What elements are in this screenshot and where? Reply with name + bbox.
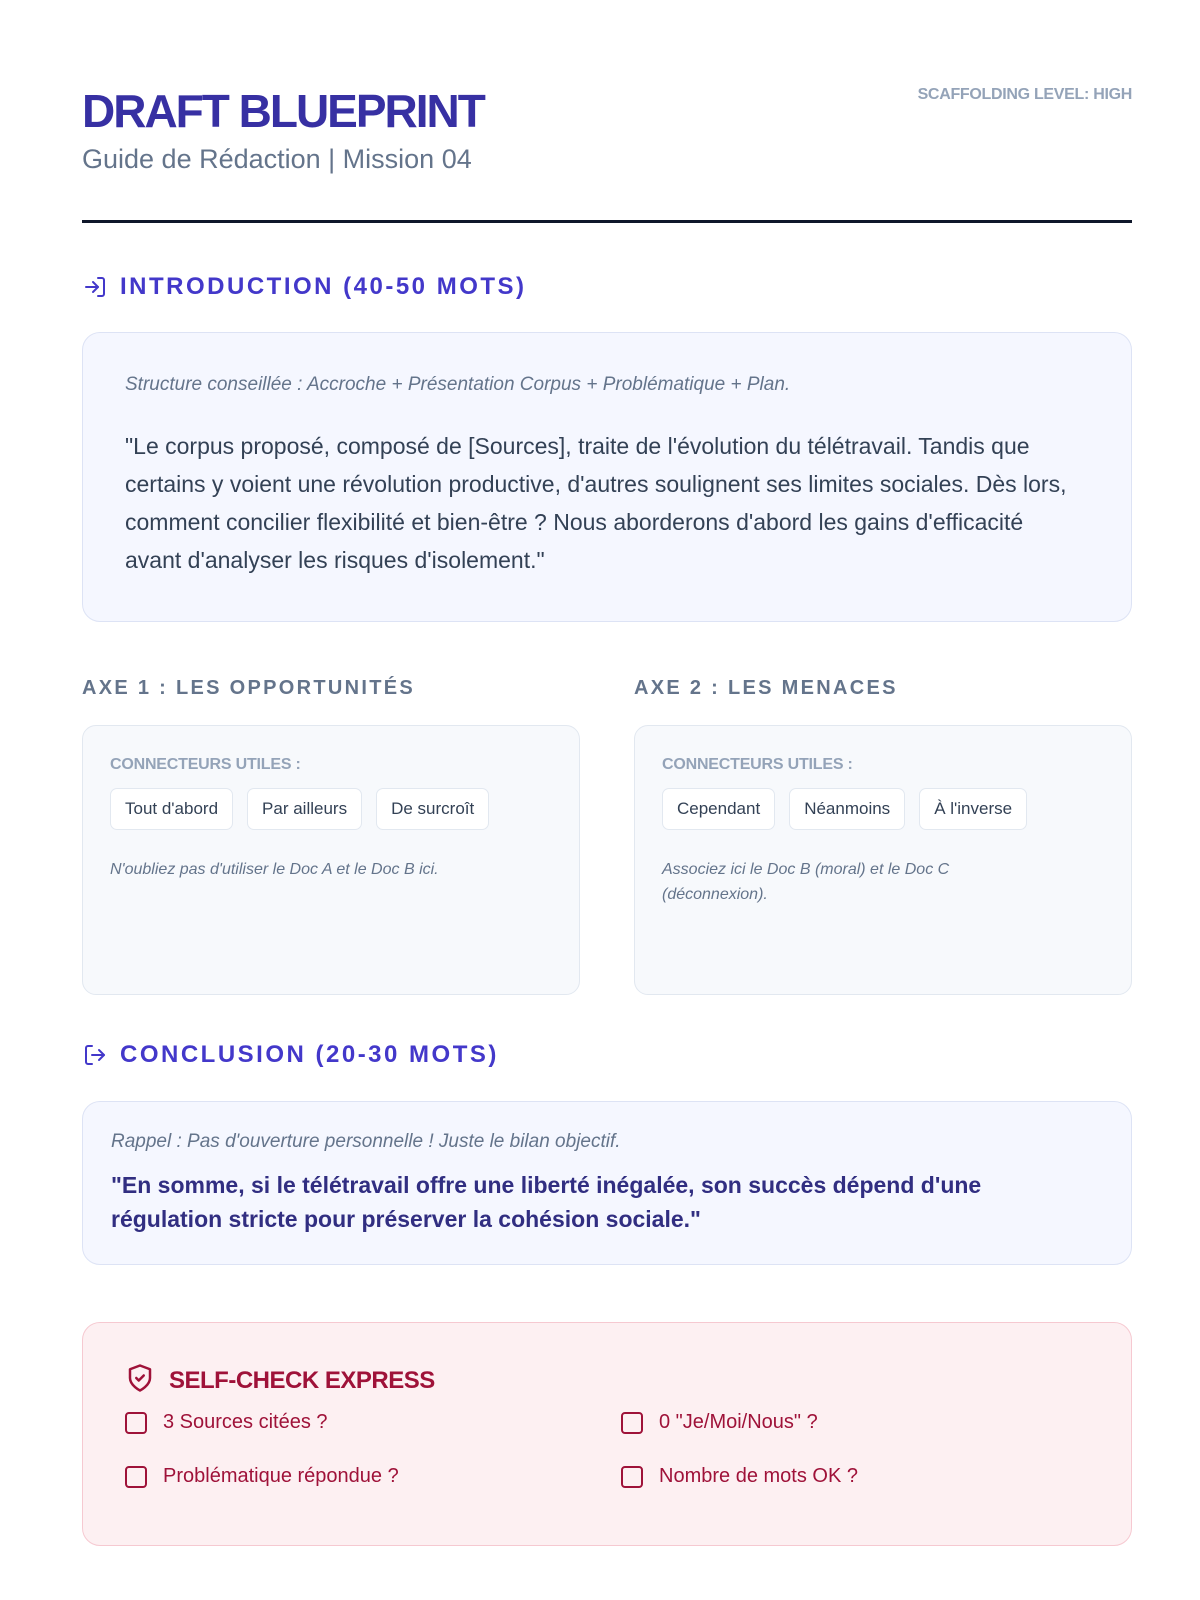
axe-2-label: AXE 2 : LES MENACES [634, 677, 898, 699]
axe-2-box [634, 725, 1132, 995]
self-check-item[interactable] [125, 1411, 328, 1434]
introduction-model-text: "Le corpus proposé, composé de [Sources], traite de l'évolution du télétravail. Tandis que certains y voient une révolution productive, d'autres soulignent ses limites sociales. Dès lors, comment concilier flexibilité et bien-être ? Nous aborderons d'abord les gains d'efficacité avant d'analyser les risques d'isolement." [125, 433, 1067, 573]
connector-chip: Néanmoins [789, 788, 905, 830]
login-arrow-icon [82, 274, 108, 300]
connector-chip: Cependant [662, 788, 775, 830]
draft-blueprint-page [82, 0, 1132, 1600]
conclusion-heading [82, 1041, 499, 1069]
axe-1-label: AXE 1 : LES OPPORTUNITÉS [82, 677, 416, 699]
axe-1-box [82, 725, 580, 995]
connector-chip: Par ailleurs [247, 788, 362, 830]
conclusion-title: CONCLUSION (20-30 MOTS) [120, 1041, 499, 1068]
axe-2-connectors [662, 788, 1104, 830]
header-divider [82, 220, 1132, 223]
header [82, 84, 1132, 224]
connector-chip: De surcroît [376, 788, 489, 830]
axe-2-connectors-title: CONNECTEURS UTILES : [662, 756, 853, 773]
self-check-item-label: 3 Sources citées ? [163, 1411, 328, 1433]
scaffolding-level-label: SCAFFOLDING LEVEL: HIGH [917, 86, 1132, 103]
self-check-item-label: Nombre de mots OK ? [659, 1465, 858, 1487]
checkbox[interactable] [621, 1412, 643, 1434]
self-check-title: SELF-CHECK EXPRESS [169, 1366, 435, 1394]
conclusion-hint: Rappel : Pas d'ouverture personnelle ! Juste le bilan objectif. [111, 1131, 621, 1152]
introduction-box [82, 332, 1132, 622]
self-check-item[interactable] [621, 1465, 858, 1488]
page-title: DRAFT BLUEPRINT [82, 85, 484, 137]
axe-1-connectors [110, 788, 552, 830]
self-check-heading [125, 1363, 1089, 1398]
checkbox[interactable] [125, 1412, 147, 1434]
checkbox[interactable] [621, 1466, 643, 1488]
axe-1-connectors-title: CONNECTEURS UTILES : [110, 756, 301, 773]
introduction-title: INTRODUCTION (40-50 MOTS) [120, 273, 527, 300]
shield-check-icon [125, 1363, 155, 1398]
self-check-item-label: Problématique répondue ? [163, 1465, 399, 1487]
self-check-item[interactable] [125, 1465, 399, 1488]
introduction-hint: Structure conseillée : Accroche + Présentation Corpus + Problématique + Plan. [125, 374, 791, 395]
self-check-box [82, 1322, 1132, 1546]
introduction-heading [82, 273, 527, 301]
self-check-item-label: 0 "Je/Moi/Nous" ? [659, 1411, 818, 1433]
self-check-item[interactable] [621, 1411, 818, 1434]
conclusion-box [82, 1101, 1132, 1265]
conclusion-model-text: "En somme, si le télétravail offre une liberté inégalée, son succès dépend d'une régulation stricte pour préserver la cohésion sociale." [111, 1172, 982, 1232]
connector-chip: Tout d'abord [110, 788, 233, 830]
logout-arrow-icon [82, 1042, 108, 1068]
connector-chip: À l'inverse [919, 788, 1027, 830]
axe-2-note: Associez ici le Doc B (moral) et le Doc C (déconnexion). [662, 861, 950, 903]
checkbox[interactable] [125, 1466, 147, 1488]
page-subtitle: Guide de Rédaction | Mission 04 [82, 144, 472, 174]
axe-1-note: N'oubliez pas d'utiliser le Doc A et le Doc B ici. [110, 861, 439, 878]
